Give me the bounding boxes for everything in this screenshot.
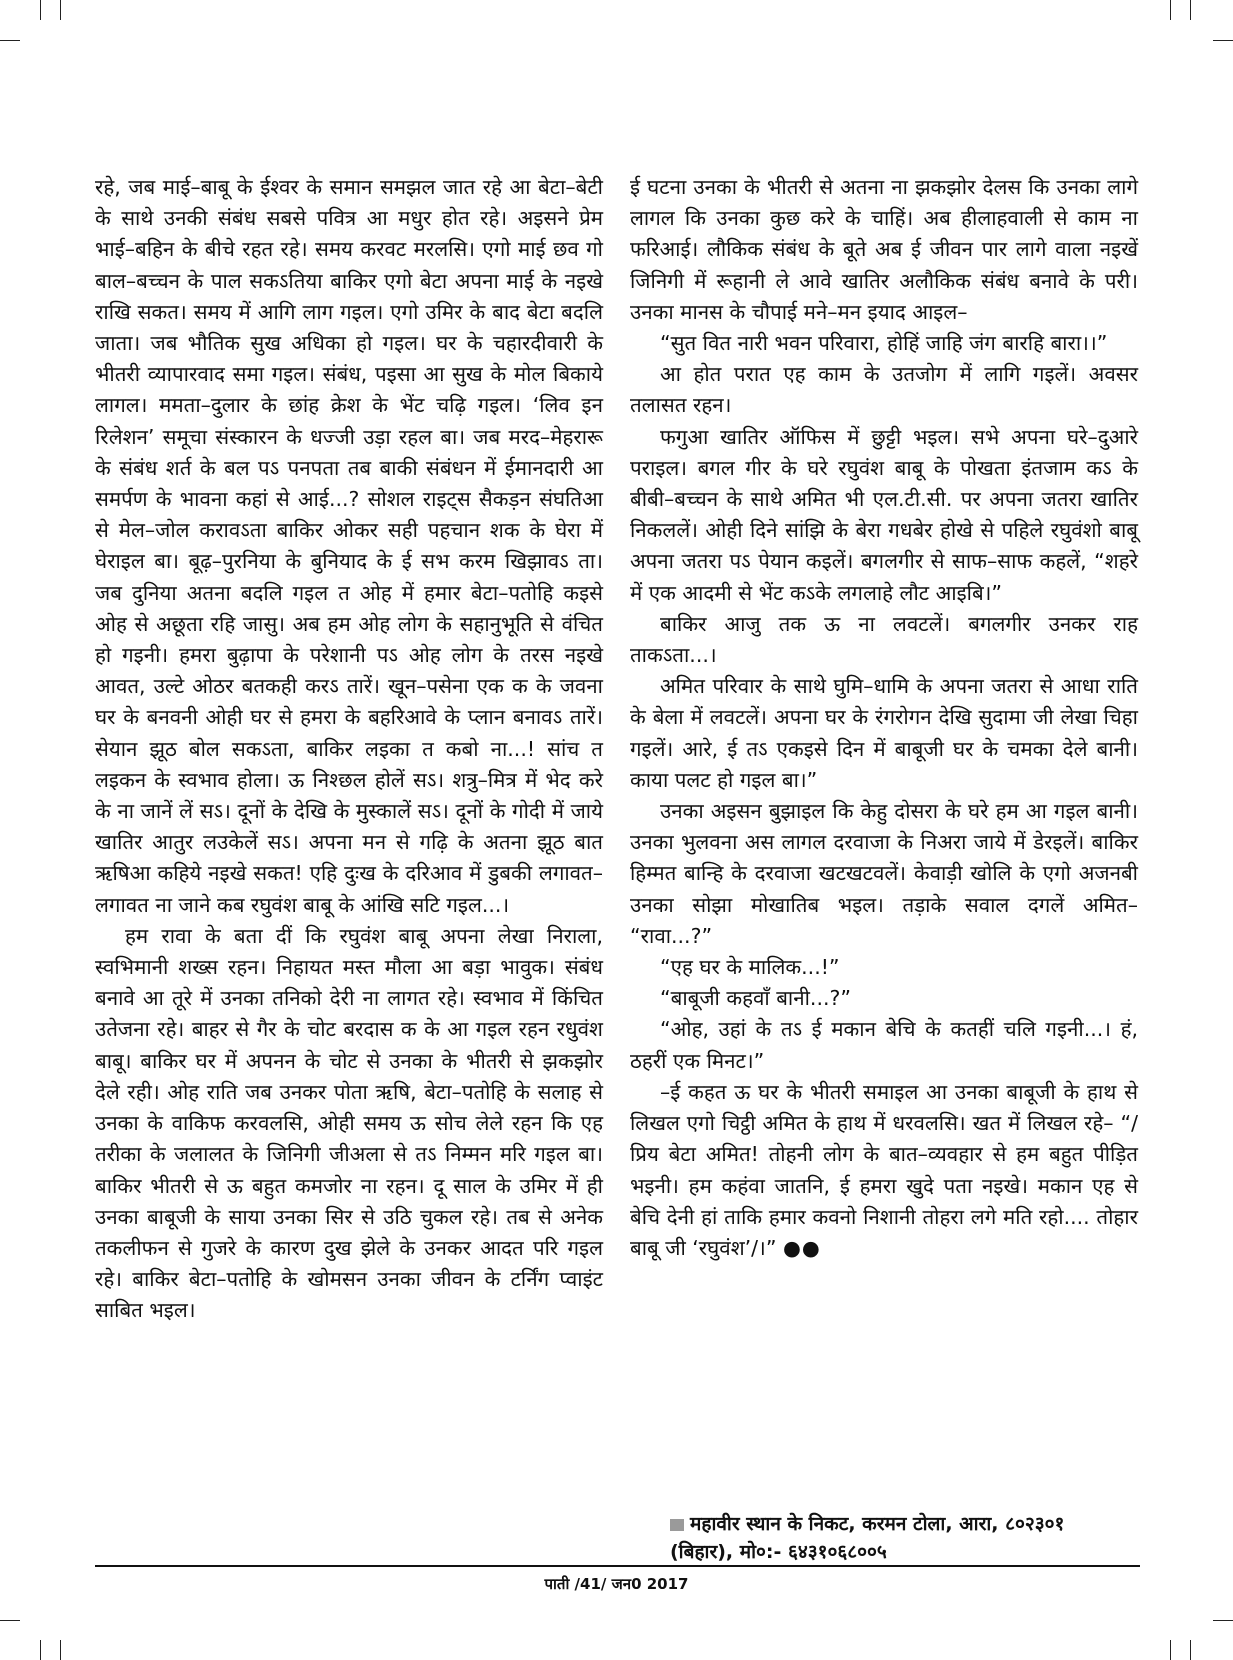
crop-mark	[1213, 1620, 1233, 1621]
paragraph: ई घटना उनका के भीतरी से अतना ना झकझोर देलस कि उनका लागे लागल कि उनका कुछ करे के चाहिं। अब हीलाहवाली से काम ना फरिआई। लौकिक संबंध के बूते अब ई जीवन पार लागे वाला नइखें जिनिगी में रूहानी ले आवे खातिर अलौकिक संबंध बनावे के परी। उनका मानस के चौपाई मने–मन इयाद आइल–	[630, 175, 1138, 324]
page-footer: पाती /41/ जन0 2017	[544, 1575, 689, 1593]
paragraph: “एह घर के मालिक...!”	[660, 955, 840, 980]
paragraph: अमित परिवार के साथे घुमि–धामि के अपना जतरा से आधा राति के बेला में लवटलें। अपना घर के रंगरोगन देखि सुदामा जी लेखा चिहा गइलें। आरे, ई तऽ एकइसे दिन में बाबूजी घर के चमका देले बानी। काया पलट हो गइल बा।”	[630, 674, 1138, 792]
paragraph: रहे, जब माई–बाबू के ईश्वर के समान समझल जात रहे आ बेटा–बेटी के साथे उनकी संबंध सबसे पवित्र आ मधुर होत रहे। अइसने प्रेम भाई–बहिन के बीचे रहत रहे। समय करवट मरलसि। एगो माई छव गो बाल–बच्चन के पाल सकऽतिया बाकिर एगो बेटा अपना माई के नइखे राखि सकत। समय में आगि लाग गइल। एगो उमिर के बाद बेटा बदलि जाता। जब भौतिक सुख अधिका हो गइल। घर के चहारदीवारी के भीतरी व्यापारवाद समा गइल। संबंध, पइसा आ सुख के मोल बिकाये लागल। ममता–दुलार के छांह क्रेश के भेंट चढ़ि गइल। ‘लिव इन रिलेशन’ समूचा संस्कारन के धज्जी उड़ा रहल बा। जब मरद–मेहरारू के संबंध शर्त के बल पऽ पनपता तब बाकी संबंधन में ईमानदारी आ समर्पण के भावना कहां से आई...? सोशल राइट्स सैकड़न संघतिआ से मेल–जोल करावऽता बाकिर ओकर सही पहचान शक के घेरा में घेराइल बा। बूढ़–पुरनिया के बुनियाद के ई सभ करम खिझावऽ ता। जब दुनिया अतना बदलि गइल त ओह में हमार बेटा–पतोहि कइसे ओह से अछूता रहि जासु। अब हम ओह लोग के सहानुभूति से वंचित हो गइनी। हमरा बुढ़ापा के परेशानी पऽ ओह लोग के तरस नइखे आवत, उल्टे ओठर बतकही करऽ तारें। खून–पसेना एक क के जवना घर के बनवनी ओही घर से हमरा के बहरिआवे के प्लान बनावऽ तारें। सेयान झूठ बोल सकऽता, बाकिर लइका त कबो ना...! सांच त लइकन के स्वभाव होला। ऊ निश्छल होलें सऽ। शत्रु–मित्र में भेद करे के ना जानें लें सऽ। दूनों के देखि के मुस्कालें सऽ। दूनों के गोदी में जाये खातिर आतुर लउकेलें सऽ। अपना मन से गढ़ि के अतना झूठ बात ऋषिआ कहिये नइखे सकत! एहि दुःख के दरिआव में डुबकी लगावत–लगावत ना जाने कब रघुवंश बाबू के आंखि सटि गइल...।	[95, 175, 603, 917]
paragraph: फगुआ खातिर ऑफिस में छुट्टी भइल। सभे अपना घरे–दुआरे पराइल। बगल गीर के घरे रघुवंश बाबू के पोखता इंतजाम कऽ के बीबी–बच्चन के साथे अमित भी एल.टी.सी. पर अपना जतरा खातिर निकललें। ओही दिने सांझि के बेरा गधबेर होखे से पहिले रघुवंशो बाबू अपना जतरा पऽ पेयान कइलें। बगलगीर से साफ–साफ कहलें, “शहरे में एक आदमी से भेंट कऽके लगलाहे लौट आइबि।”	[630, 424, 1138, 605]
square-bullet-icon	[670, 1519, 684, 1531]
paragraph: आ होत परात एह काम के उतजोग में लागि गइलें। अवसर तलासत रहन।	[630, 362, 1138, 418]
crop-mark	[0, 40, 20, 41]
crop-mark	[40, 0, 41, 20]
crop-mark	[1170, 1640, 1171, 1660]
footer-rule	[95, 1565, 1140, 1567]
paragraph: “सुत वित नारी भवन परिवारा, होहिं जाहि जंग बारहि बारा।।”	[660, 331, 1108, 356]
paragraph-last	[630, 1077, 1138, 1264]
left-column	[95, 172, 603, 1327]
paragraph: “बाबूजी कहवाँ बानी...?”	[660, 986, 851, 1011]
crop-mark	[40, 1640, 41, 1660]
address-text: महावीर स्थान के निकट, करमन टोला, आरा, ८०२३०१ (बिहार), मो०:- ६४३१०६८००५	[670, 1513, 1065, 1563]
crop-mark	[1213, 40, 1233, 41]
paragraph: बाकिर आजु तक ऊ ना लवटलें। बगलगीर उनकर राह ताकऽता...।	[630, 611, 1138, 668]
crop-mark	[0, 1620, 20, 1621]
crop-mark	[1170, 0, 1171, 20]
right-column	[630, 172, 1138, 1264]
crop-mark	[1190, 0, 1191, 20]
crop-mark	[1190, 1640, 1191, 1660]
paragraph: उनका अइसन बुझाइल कि केहु दोसरा के घरे हम आ गइल बानी। उनका भुलवना अस लागल दरवाजा के निअरा जाये में डेरइलें। बाकिर हिम्मत बान्हि के दरवाजा खटखटवलें। केवाड़ी खोलि के एगो अजनबी उनका सोझा मोखातिब भइल। तड़ाके सवाल दगलें अमित– “रावा...?”	[630, 799, 1138, 948]
paragraph-text: –ई कहत ऊ घर के भीतरी समाइल आ उनका बाबूजी के हाथ से लिखल एगो चिट्ठी अमित के हाथ में धरवलसि। खत में लिखल रहे– “/प्रिय बेटा अमित! तोहनी लोग के बात–व्यवहार से हम बहुत पीड़ित भइनी। हम कहंवा जातनि, ई हमरा खुदे पता नइखे। मकान एह से बेचि देनी हां ताकि हमार कवनो निशानी तोहरा लगे मति रहो.... तोहार बाबू जी ‘रघुवंश’/।”	[630, 1079, 1138, 1260]
end-mark: ●●	[782, 1235, 821, 1260]
author-address	[670, 1510, 1110, 1566]
paragraph: हम रावा के बता दीं कि रघुवंश बाबू अपना लेखा निराला, स्वभिमानी शख्स रहन। निहायत मस्त मौला आ बड़ा भावुक। संबंध बनावे आ तूरे में उनका तनिको देरी ना लागत रहे। स्वभाव में किंचित उतेजना रहे। बाहर से गैर के चोट बरदास क के आ गइल रहन रधुवंश बाबू। बाकिर घर में अपनन के चोट से उनका के भीतरी से झकझोर देले रही। ओह राति जब उनकर पोता ऋषि, बेटा–पतोहि के सलाह से उनका के वाकिफ करवलसि, ओही समय ऊ सोच लेले रहन कि एह तरीका के जलालत के जिनिगी जीअला से तऽ निम्मन मरि गइल बा। बाकिर भीतरी से ऊ बहुत कमजोर ना रहन। दू साल के उमिर में ही उनका बाबूजी के साया उनका सिर से उठि चुकल रहे। तब से अनेक तकलीफन से गुजरे के कारण दुख झेले के उनकर आदत परि गइल रहे। बाकिर बेटा–पतोहि के खोमसन उनका जीवन के टर्निंग प्वाइंट साबित भइल।	[95, 923, 603, 1323]
paragraph: “ओह, उहां के तऽ ई मकान बेचि के कतहीं चलि गइनी...। हं, ठहरीं एक मिनट।”	[630, 1017, 1138, 1073]
crop-mark	[60, 1640, 61, 1660]
crop-mark	[60, 0, 61, 20]
